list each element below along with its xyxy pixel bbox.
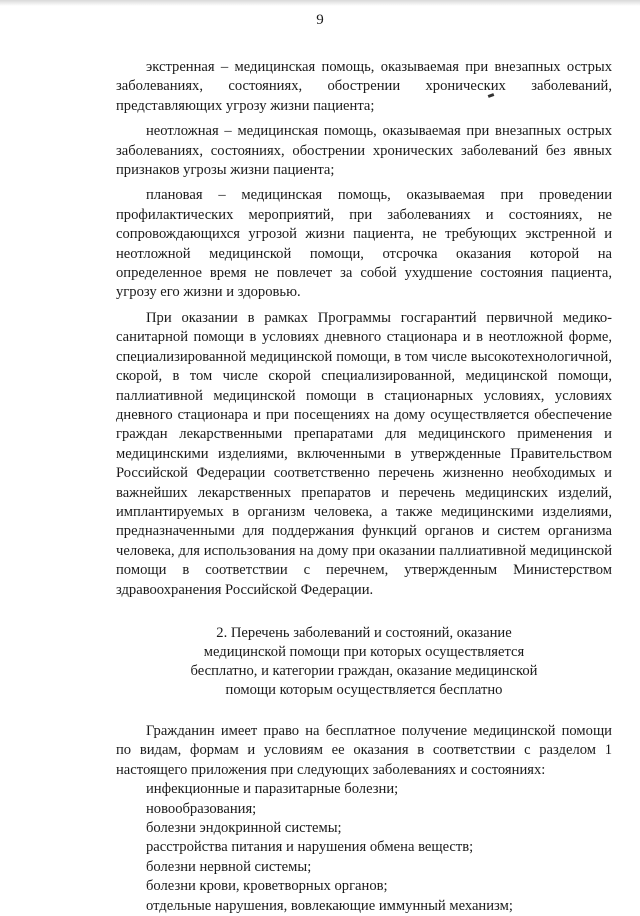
section-heading-line: помощи которым осуществляется бесплатно bbox=[225, 681, 503, 698]
list-item: отдельные нарушения, вовлекающие иммунный механизм; bbox=[146, 897, 513, 914]
section-heading-line: 2. Перечень заболеваний и состояний, оказание bbox=[216, 624, 512, 641]
paragraph-drug-provision: При оказании в рамках Программы госгарантий первичной медико-санитарной помощи в условиях дневного стационара и в неотложной форме, специализированной медицинской помощи, в том числе высокотехнологичной, скорой, в том числе скорой специализированной, медицинской помощи, паллиативной медицинской помощи в стационарных условиях, условиях дневного стационара и при посещениях на дому осуществляется обеспечение граждан лекарственными препаратами для медицинского применения и медицинскими изделиями, включенными в утвержденные Правительством Российской Федерации соответственно перечень жизненно необходимых и важнейших лекарственных препаратов и перечень медицинских изделий, имплантируемых в организм человека, а также медицинскими изделиями, предназначенными для поддержания функций органов и систем организма человека, для использования на дому при оказании паллиативной медицинской помощи в соответствии с перечнем, утвержденным Министерством здравоохранения Российской Федерации. bbox=[116, 309, 612, 598]
section-heading bbox=[116, 624, 612, 700]
list-item: болезни эндокринной системы; bbox=[146, 820, 342, 836]
document-body bbox=[116, 58, 612, 916]
paragraph-planned-care: плановая – медицинская помощь, оказываемая при проведении профилактических мероприятий, при заболеваниях и состояниях, не сопровождающихся угрозой жизни пациента, не требующих экстренной и неотложной медицинской помощи, отсрочка оказания которой на определенное время не повлечет за собой ухудшение состояния пациента, угрозу его жизни и здоровью. bbox=[116, 187, 612, 301]
paragraph-urgent-care: неотложная – медицинская помощь, оказываемая при внезапных острых заболеваниях, состояниях, обострении хронических заболеваний без явных признаков угрозы жизни пациента; bbox=[116, 123, 612, 179]
paragraph-emergency-care: экстренная – медицинская помощь, оказываемая при внезапных острых заболеваниях, состояниях, обострении хронических заболеваний, представляющих угрозу жизни пациента; bbox=[116, 59, 612, 114]
section-heading-line: медицинской помощи при которых осуществляется bbox=[203, 643, 525, 660]
list-item: новообразования; bbox=[146, 800, 257, 817]
page-number: 9 bbox=[316, 12, 324, 28]
list-item: болезни крови, кроветворных органов; bbox=[146, 878, 388, 895]
list-item: болезни нервной системы; bbox=[146, 858, 312, 875]
list-item: расстройства питания и нарушения обмена веществ; bbox=[146, 839, 474, 856]
list-item: инфекционные и паразитарные болезни; bbox=[146, 781, 399, 798]
section-heading-line: бесплатно, и категории граждан, оказание медицинской bbox=[190, 662, 538, 679]
paragraph-citizen-rights: Гражданин имеет право на бесплатное получение медицинской помощи по видам, формам и условиям ее оказания в соответствии с разделом 1 настоящего приложения при следующих заболеваниях и состояниях: bbox=[116, 722, 612, 778]
disease-list bbox=[116, 780, 612, 916]
scan-edge bbox=[0, 0, 640, 6]
